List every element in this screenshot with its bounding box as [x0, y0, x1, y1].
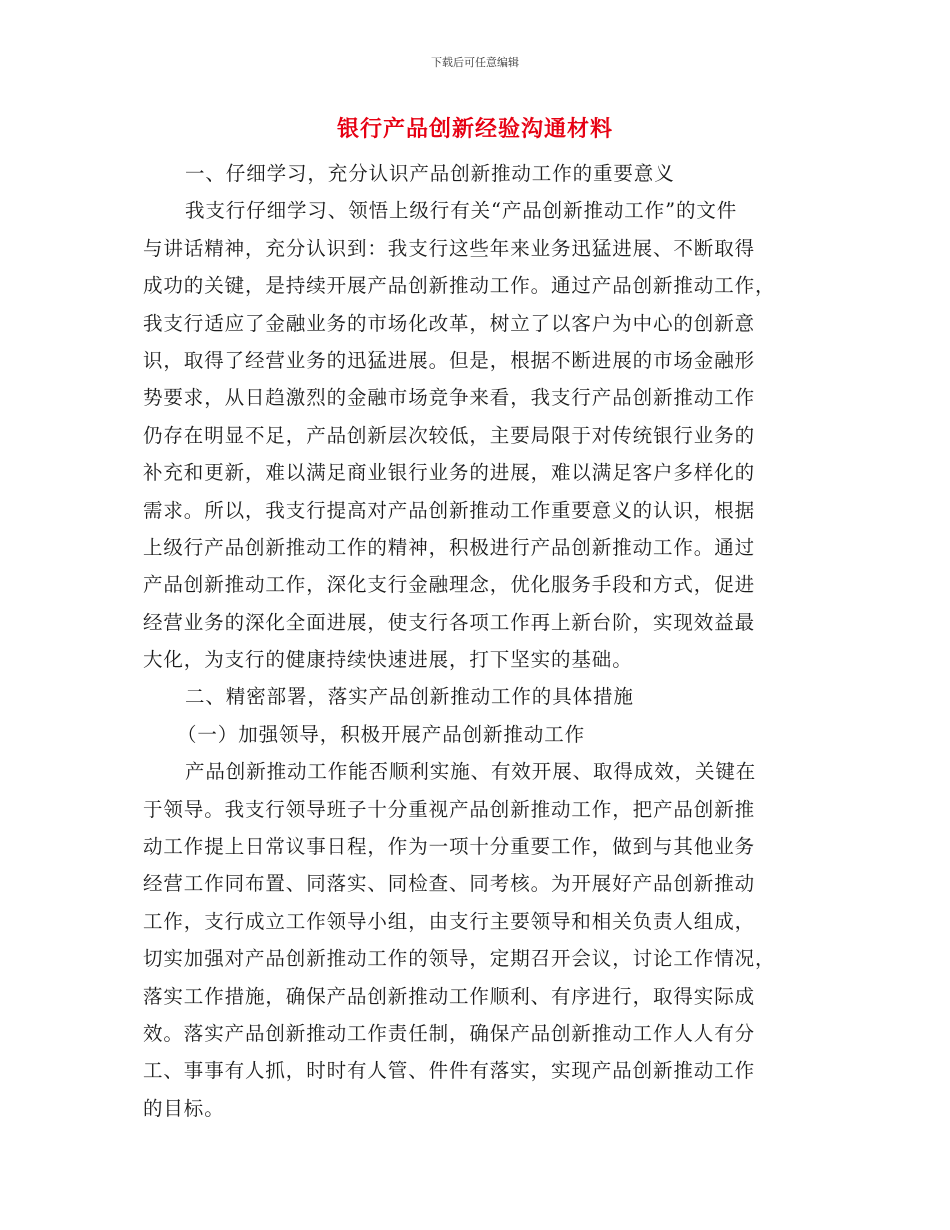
text-line: 于领导。我支行领导班子十分重视产品创新推动工作，把产品创新推 — [143, 797, 756, 821]
text-line: 补充和更新，难以满足商业银行业务的进展，难以满足客户多样化的 — [143, 461, 756, 485]
text-line: 仍存在明显不足，产品创新层次较低，主要局限于对传统银行业务的 — [143, 423, 756, 447]
text-line: 产品创新推动工作，深化支行金融理念，优化服务手段和方式，促进 — [143, 573, 756, 597]
text-line: 成功的关键，是持续开展产品创新推动工作。通过产品创新推动工作， — [143, 274, 776, 298]
text-line: 上级行产品创新推动工作的精神，积极进行产品创新推动工作。通过 — [143, 535, 756, 559]
text-line: 的目标。 — [143, 1096, 225, 1120]
text-line: 二、精密部署，落实产品创新推动工作的具体措施 — [185, 685, 634, 709]
text-line: 我支行仔细学习、领悟上级行有关“产品创新推动工作”的文件 — [185, 199, 738, 223]
text-line: 落实工作措施，确保产品创新推动工作顺利、有序进行，取得实际成 — [143, 984, 756, 1008]
text-line: 工作，支行成立工作领导小组，由支行主要领导和相关负责人组成， — [143, 909, 756, 933]
text-line: 切实加强对产品创新推动工作的领导，定期召开会议，讨论工作情况， — [143, 947, 776, 971]
text-line: 我支行适应了金融业务的市场化改革，树立了以客户为中心的创新意 — [143, 311, 756, 335]
header-note: 下载后可任意编辑 — [431, 56, 519, 69]
text-line: 效。落实产品创新推动工作责任制，确保产品创新推动工作人人有分 — [143, 1021, 756, 1045]
document-body — [143, 155, 803, 1127]
text-line: 经营业务的深化全面进展，使支行各项工作再上新台阶，实现效益最 — [143, 610, 756, 634]
text-line: 动工作提上日常议事日程，作为一项十分重要工作，做到与其他业务 — [143, 835, 756, 859]
text-line: 工、事事有人抓，时时有人管、件件有落实，实现产品创新推动工作 — [143, 1059, 756, 1083]
text-line: （一）加强领导，积极开展产品创新推动工作 — [177, 722, 586, 746]
text-line: 与讲话精神，充分认识到：我支行这些年来业务迅猛进展、不断取得 — [143, 236, 756, 260]
text-line: 势要求，从日趋激烈的金融市场竞争来看，我支行产品创新推动工作 — [143, 386, 756, 410]
text-line: 一、仔细学习，充分认识产品创新推动工作的重要意义 — [185, 162, 675, 185]
text-line: 需求。所以，我支行提高对产品创新推动工作重要意义的认识，根据 — [143, 498, 756, 522]
text-line: 经营工作同布置、同落实、同检查、同考核。为开展好产品创新推动 — [143, 872, 756, 896]
text-line: 大化，为支行的健康持续快速进展，打下坚实的基础。 — [143, 648, 633, 672]
text-line: 识，取得了经营业务的迅猛进展。但是，根据不断进展的市场金融形 — [143, 348, 756, 372]
document-title: 银行产品创新经验沟通材料 — [336, 117, 613, 142]
text-line: 产品创新推动工作能否顺利实施、有效开展、取得成效，关键在 — [185, 760, 757, 784]
